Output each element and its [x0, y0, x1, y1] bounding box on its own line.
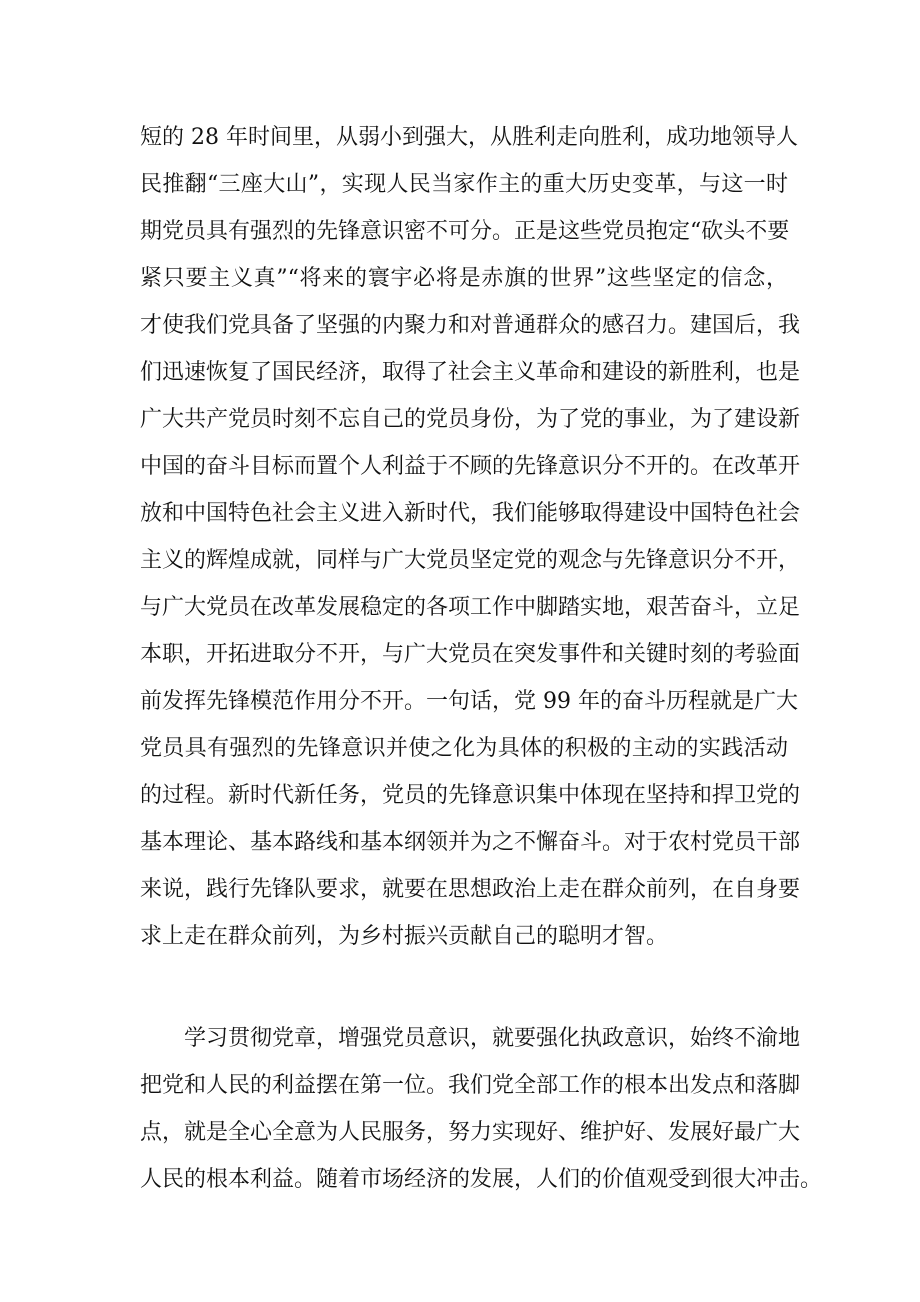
paragraph-line: 把党和人民的利益摆在第一位。我们党全部工作的根本出发点和落脚: [140, 1073, 801, 1098]
paragraph-line: 来说，践行先锋队要求，就要在思想政治上走在群众前列，在自身要: [140, 877, 801, 902]
paragraph-2: [140, 1015, 823, 1203]
paragraph-line: 期党员具有强烈的先锋意识密不可分。正是这些党员抱定“砍头不要: [140, 219, 790, 244]
paragraph-line: 放和中国特色社会主义进入新时代，我们能够取得建设中国特色社会: [140, 501, 801, 526]
paragraph-line: 基本理论、基本路线和基本纲领并为之不懈奋斗。对于农村党员干部: [140, 830, 801, 855]
paragraph-line: 广大共产党员时刻不忘自己的党员身份，为了党的事业，为了建设新: [140, 407, 801, 432]
paragraph-line: 们迅速恢复了国民经济，取得了社会主义革命和建设的新胜利，也是: [140, 360, 801, 385]
paragraph-line: 主义的辉煌成就，同样与广大党员坚定党的观念与先锋意识分不开，: [140, 548, 801, 573]
paragraph-line: 本职，开拓进取分不开，与广大党员在突发事件和关键时刻的考验面: [140, 642, 801, 667]
paragraph-line: 紧只要主义真”“将来的寰宇必将是赤旗的世界”这些坚定的信念，: [140, 266, 788, 291]
paragraph-1: [140, 114, 801, 960]
paragraph-line: 短的 28 年时间里，从弱小到强大，从胜利走向胜利，成功地领导人: [140, 125, 798, 150]
paragraph-line: 学习贯彻党章，增强党员意识，就要强化执政意识，始终不渝地: [184, 1026, 801, 1051]
paragraph-line: 前发挥先锋模范作用分不开。一句话，党 99 年的奋斗历程就是广大: [140, 689, 798, 714]
paragraph-line: 中国的奋斗目标而置个人利益于不顾的先锋意识分不开的。在改革开: [140, 454, 801, 479]
paragraph-line: 人民的根本利益。随着市场经济的发展，人们的价值观受到很大冲击。: [140, 1167, 823, 1192]
paragraph-line: 点，就是全心全意为人民服务，努力实现好、维护好、发展好最广大: [140, 1120, 801, 1145]
paragraph-line: 求上走在群众前列，为乡村振兴贡献自己的聪明才智。: [140, 924, 669, 949]
paragraph-line: 民推翻“三座大山”，实现人民当家作主的重大历史变革，与这一时: [140, 172, 788, 197]
paragraph-line: 党员具有强烈的先锋意识并使之化为具体的积极的主动的实践活动: [140, 736, 788, 761]
paragraph-line: 与广大党员在改革发展稳定的各项工作中脚踏实地，艰苦奋斗，立足: [140, 595, 801, 620]
paragraph-line: 才使我们党具备了坚强的内聚力和对普通群众的感召力。建国后，我: [140, 313, 801, 338]
paragraph-line: 的过程。新时代新任务，党员的先锋意识集中体现在坚持和捍卫党的: [140, 783, 801, 808]
